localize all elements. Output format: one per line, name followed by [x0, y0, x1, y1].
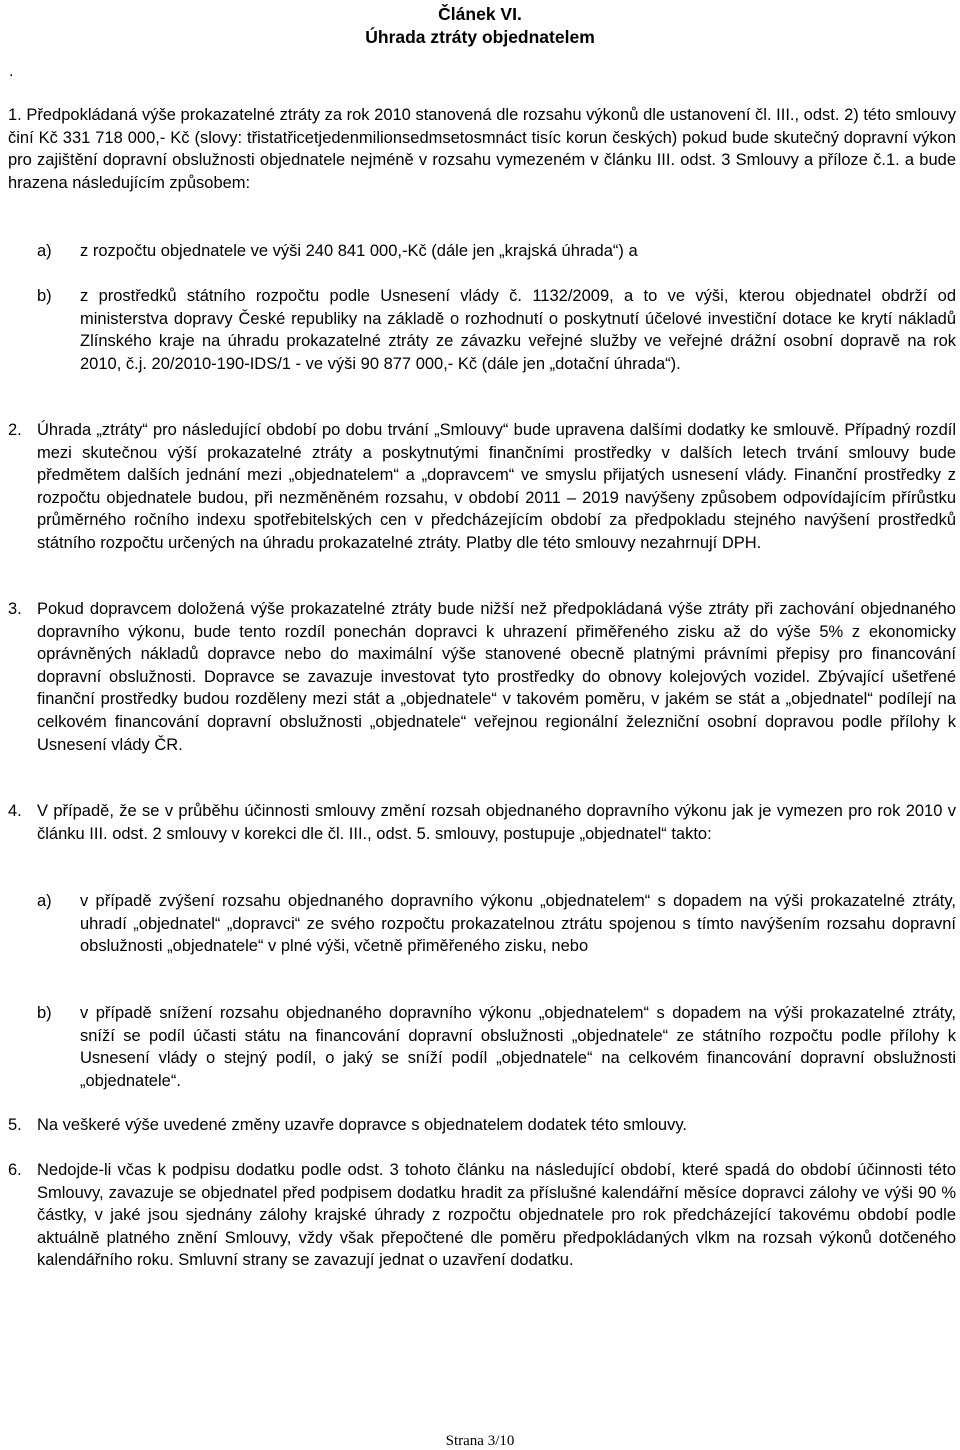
- page-number: Strana 3/10: [445, 1433, 515, 1449]
- section-6-marker: 6.: [8, 1161, 22, 1179]
- section-3-text: Pokud dopravcem doložená výše prokazatelné ztráty bude nižší než předpokládaná výše ztráty při zachování objednaného dopravního výkonu, bude tento rozdíl ponechán dopravci k uhrazení přiměřeného zisku až do výše 5% z ekonomicky oprávněných nákladů dopravce nebo do maximální výše stanovené obecně platnými právními přepisy pro financování dopravní obslužnosti. Dopravce se zavazuje investovat tyto prostředky do obnovy kolejových vozidel. Zbývající ušetřené finanční prostředky budou rozděleny mezi stát a „objednatele“ v takovém poměru, v jakém se stát a „objednatel“ podílejí na celkovém financování dopravní obslužnosti „objednatele“ veřejnou regionální železniční osobní dopravou podle přílohy k Usnesení vlády ČR.: [37, 600, 956, 754]
- section-4-item-b: v případě snížení rozsahu objednaného dopravního výkonu „objednatelem“ s dopadem na výši prokazatelné ztráty, sníží se podíl účasti státu na financování dopravní obslužnosti „objednatele“ ze státního rozpočtu podle přílohy k Usnesení vlády o stejný podíl, o jaký se sníží podíl „objednatele“ na celkovém financování dopravní obslužnosti „objednatele“.: [80, 1004, 956, 1090]
- section-4-text: V případě, že se v průběhu účinnosti smlouvy změní rozsah objednaného dopravního výkonu jak je vymezen pro rok 2010 v článku III. odst. 2 smlouvy v korekci dle čl. III., odst. 5. smlouvy, postupuje „objednatel“ takto:: [37, 802, 956, 843]
- section-5-marker: 5.: [8, 1116, 22, 1134]
- section-4-item-a: v případě zvýšení rozsahu objednaného dopravního výkonu „objednatelem“ s dopadem na výši prokazatelné ztráty, uhradí „objednatel“ „dopravci“ ze svého rozpočtu prokazatelnou ztrátu spojenou s tímto navýšením rozsahu dopravní obslužnosti „objednatele“ v plné výši, včetně přiměřeného zisku, nebo: [80, 892, 956, 956]
- stray-dot: .: [9, 63, 14, 80]
- section-2-text: Úhrada „ztráty“ pro následující období po dobu trvání „Smlouvy“ bude upravena dalšími dodatky ke smlouvě. Případný rozdíl mezi skutečnou výší prokazatelné ztráty a poskytnutými finančními prostředky v dalších letech trvání smlouvy bude předmětem dalších jednání mezi „objednatelem“ a „dopravcem“ ve smyslu přijatých usnesení vlády. Finanční prostředky z rozpočtu objednatele budou, při nezměněném rozsahu, v období 2011 – 2019 navýšeny způsobem odpovídajícím přírůstku průměrného ročního indexu spotřebitelských cen v předcházejícím období za předpokladu stejného navýšení prostředků státního rozpočtu určených na úhradu prokazatelné ztráty. Platby dle této smlouvy nezahrnují DPH.: [37, 421, 956, 552]
- section-5-text: Na veškeré výše uvedené změny uzavře dopravce s objednatelem dodatek této smlouvy.: [37, 1116, 687, 1134]
- section-4-item-a-marker: a): [37, 892, 52, 910]
- section-1-item-b: z prostředků státního rozpočtu podle Usnesení vlády č. 1132/2009, a to ve výši, kterou objednatel obdrží od ministerstva dopravy České republiky na základě o rozhodnutí o poskytnutí účelové investiční dotace ke krytí nákladů Zlínského kraje na úhradu prokazatelné ztráty ze závazku veřejné služby ve veřejné drážní osobní dopravě na rok 2010, č.j. 20/2010-190-IDS/1 - ve výši 90 877 000,- Kč (dále jen „dotační úhrada“).: [80, 287, 956, 373]
- section-1-text: 1. Předpokládaná výše prokazatelné ztráty za rok 2010 stanovená dle rozsahu výkonů dle ustanovení čl. III., odst. 2) této smlouvy činí Kč 331 718 000,- Kč (slovy: třistatřicetjedenmilionsedmsetosmnáct tisíc korun českých) pokud bude skutečný dopravní výkon pro zajištění dopravní obslužnosti objednatele nejméně v rozsahu vymezeném v článku III. odst. 3 Smlouvy a příloze č.1. a bude hrazena následujícím způsobem:: [8, 106, 956, 192]
- section-1-item-a-marker: a): [37, 242, 52, 260]
- section-1-item-a: z rozpočtu objednatele ve výši 240 841 000,-Kč (dále jen „krajská úhrada“) a: [80, 242, 638, 260]
- section-1-item-b-marker: b): [37, 287, 52, 305]
- article-number: Článek VI.: [438, 4, 522, 24]
- section-2-marker: 2.: [8, 421, 22, 439]
- section-4-marker: 4.: [8, 802, 22, 820]
- section-6-text: Nedojde-li včas k podpisu dodatku podle odst. 3 tohoto článku na následující období, které spadá do období účinnosti této Smlouvy, zavazuje se objednatel před podpisem dodatku hradit za příslušné kalendářní měsíce dopravci zálohy ve výši 90 % částky, v jaké jsou sjednány zálohy krajské úhrady z rozpočtu objednatele pro rok předcházející takovému období podle aktuálně platného znění Smlouvy, vždy však přepočtené dle poměru předpokládaných vlkm na rozsah výkonů dotčeného kalendářního roku. Smluvní strany se zavazují jednat o uzavření dodatku.: [37, 1161, 956, 1270]
- section-4-item-b-marker: b): [37, 1004, 52, 1022]
- section-3-marker: 3.: [8, 600, 22, 618]
- article-heading: Úhrada ztráty objednatelem: [365, 27, 595, 47]
